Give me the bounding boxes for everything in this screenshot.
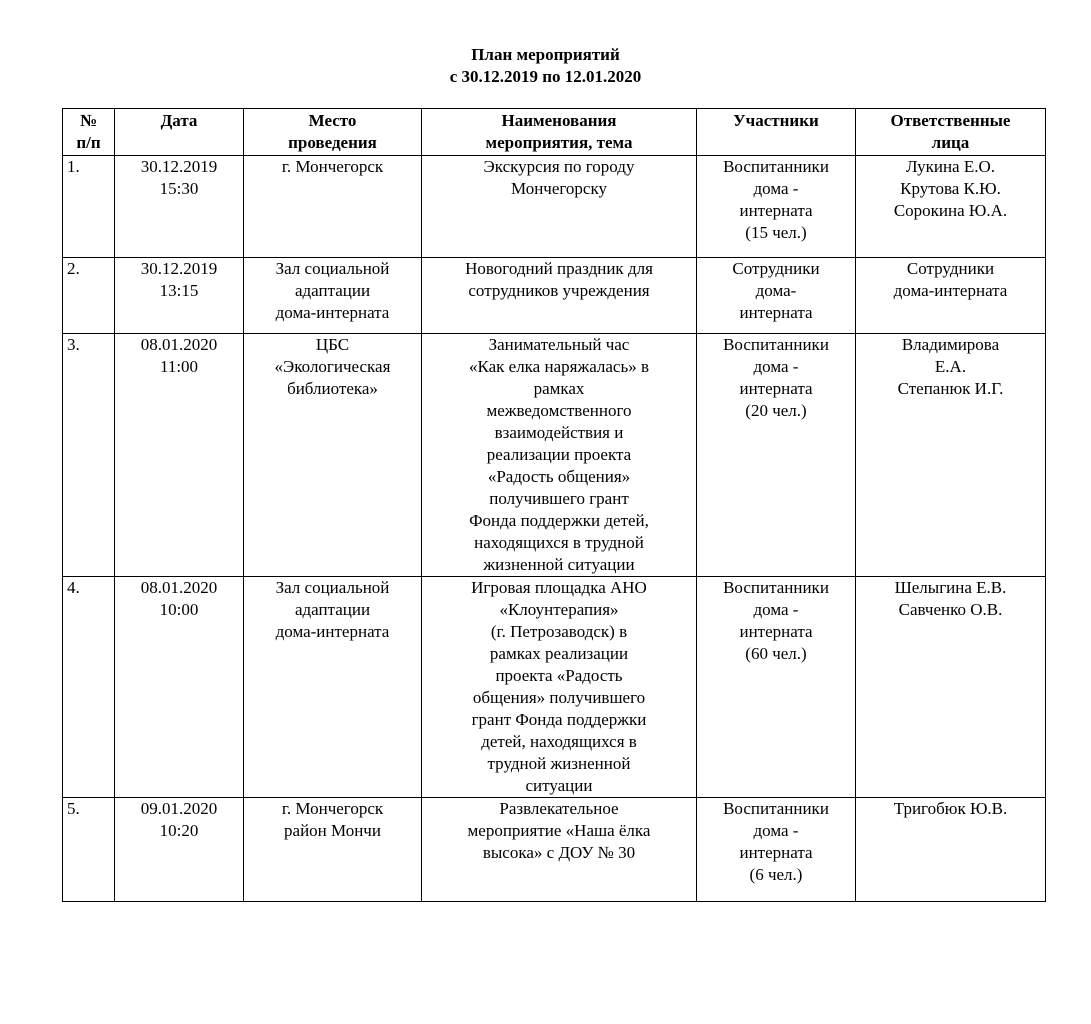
header-date: Дата: [115, 109, 244, 156]
cell-date: 09.01.2020 10:20: [115, 798, 244, 902]
cell-participants: Сотрудники дома- интерната: [697, 258, 856, 334]
cell-place: Зал социальной адаптации дома-интерната: [244, 577, 422, 798]
table-header-row: [63, 109, 1046, 156]
cell-date: 30.12.2019 13:15: [115, 258, 244, 334]
table-row: [63, 258, 1046, 334]
cell-participants: Воспитанники дома - интерната (20 чел.): [697, 334, 856, 577]
title-line-1: План мероприятий: [471, 45, 620, 64]
cell-num: 2.: [63, 258, 115, 334]
header-responsible: Ответственные лица: [856, 109, 1046, 156]
header-num: № п/п: [63, 109, 115, 156]
document-title: [0, 44, 1091, 88]
cell-date: 30.12.2019 15:30: [115, 156, 244, 258]
header-place: Место проведения: [244, 109, 422, 156]
cell-responsible: Шелыгина Е.В. Савченко О.В.: [856, 577, 1046, 798]
cell-name: Новогодний праздник для сотрудников учреждения: [422, 258, 697, 334]
cell-date: 08.01.2020 11:00: [115, 334, 244, 577]
cell-responsible: Сотрудники дома-интерната: [856, 258, 1046, 334]
cell-participants: Воспитанники дома - интерната (60 чел.): [697, 577, 856, 798]
cell-place: г. Мончегорск: [244, 156, 422, 258]
cell-responsible: Тригобюк Ю.В.: [856, 798, 1046, 902]
cell-num: 3.: [63, 334, 115, 577]
cell-name: Игровая площадка АНО «Клоунтерапия» (г. Петрозаводск) в рамках реализации проекта «Радость общения» получившего грант Фонда поддержки детей, находящихся в трудной жизненной ситуации: [422, 577, 697, 798]
header-participants: Участники: [697, 109, 856, 156]
table-row: [63, 577, 1046, 798]
table-row: [63, 334, 1046, 577]
cell-place: Зал социальной адаптации дома-интерната: [244, 258, 422, 334]
cell-date: 08.01.2020 10:00: [115, 577, 244, 798]
cell-name: Экскурсия по городу Мончегорску: [422, 156, 697, 258]
cell-name: Занимательный час «Как елка наряжалась» в рамках межведомственного взаимодействия и реализации проекта «Радость общения» получившего грант Фонда поддержки детей, находящихся в трудной жизненной ситуации: [422, 334, 697, 577]
cell-responsible: Лукина Е.О. Крутова К.Ю. Сорокина Ю.А.: [856, 156, 1046, 258]
cell-participants: Воспитанники дома - интерната (15 чел.): [697, 156, 856, 258]
table-row: [63, 798, 1046, 902]
events-table: [62, 108, 1046, 902]
cell-place: ЦБС «Экологическая библиотека»: [244, 334, 422, 577]
table-row: [63, 156, 1046, 258]
cell-responsible: Владимирова Е.А. Степанюк И.Г.: [856, 334, 1046, 577]
header-name: Наименования мероприятия, тема: [422, 109, 697, 156]
cell-place: г. Мончегорск район Мончи: [244, 798, 422, 902]
cell-num: 1.: [63, 156, 115, 258]
title-line-2: с 30.12.2019 по 12.01.2020: [449, 67, 642, 86]
cell-num: 5.: [63, 798, 115, 902]
cell-num: 4.: [63, 577, 115, 798]
cell-participants: Воспитанники дома - интерната (6 чел.): [697, 798, 856, 902]
cell-name: Развлекательное мероприятие «Наша ёлка высока» с ДОУ № 30: [422, 798, 697, 902]
